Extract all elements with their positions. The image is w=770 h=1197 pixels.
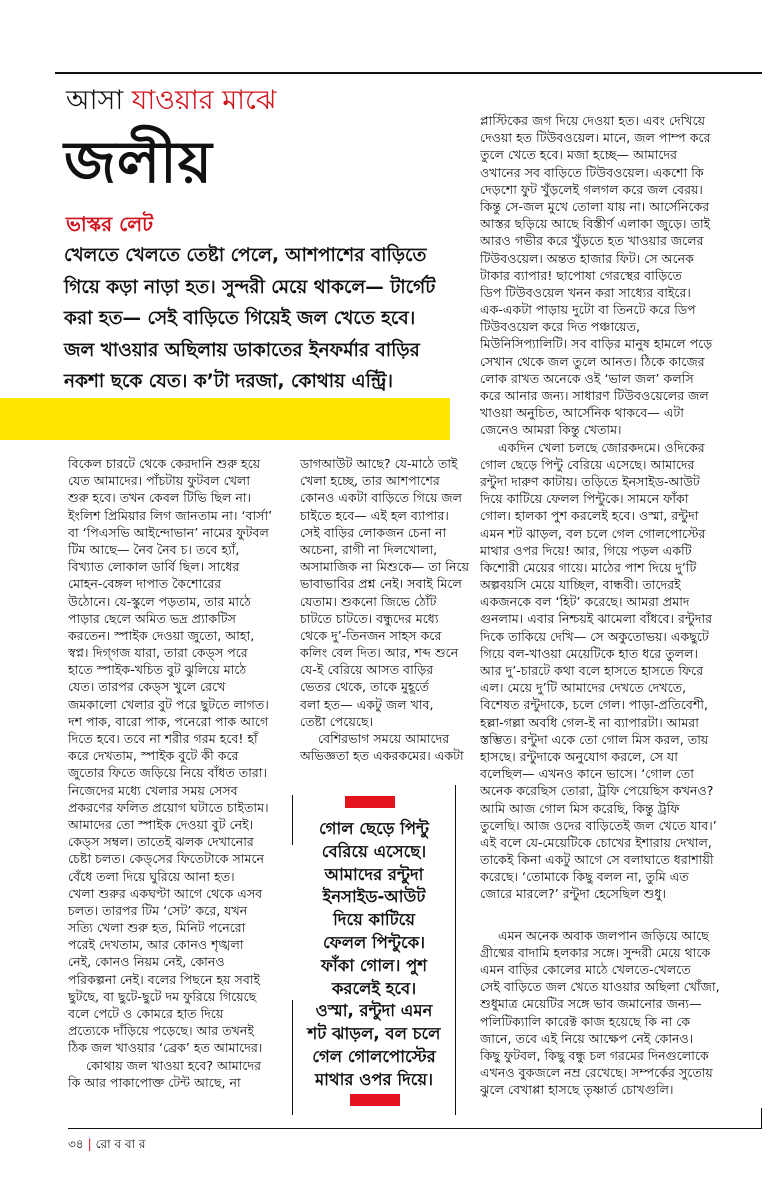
text-line: সেখান থেকে জল তুলে আনত। ঠিকে কাজের: [480, 353, 705, 369]
text-line: গিয়ে বল-খাওয়া মেয়েটিকে হাত ধরে তুলল।: [480, 645, 698, 661]
text-line: গোল ছেড়ে পিন্টু: [318, 819, 430, 838]
text-line: বেরিয়ে এসেছে।: [321, 841, 427, 861]
top-rule: [55, 72, 762, 74]
text-line: প্লাস্টিকের জগ দিয়ে দেওয়া হত। এবং দেখিয়ে: [480, 113, 706, 128]
text-line: ঠিক জল খাওয়ার ‘ব্রেক’ হত আমাদের।: [68, 1040, 263, 1056]
text-line: নিজেদের মধ্যে খেলার সময় সেসব: [68, 782, 238, 798]
text-line: দিকে তাকিয়ে দেখি— সে অকুতোভয়। একছুটে: [480, 628, 709, 644]
text-line: দেড়শো ফুট খুঁড়লেই গলগল করে জল বেরয়।: [480, 181, 703, 197]
text-line: করে দেখতাম, স্পাইক বুটে কী করে: [68, 748, 239, 764]
text-line: গিয়ে কড়া নাড়া হত। সুন্দরী মেয়ে থাকলে— টার্গেট: [64, 276, 436, 298]
text-line: দশ পাক, বারো পাক, পনেরো পাক আগে: [68, 713, 269, 729]
text-line: তুলে খেতে হবে। মজা হচ্ছে— আমাদের: [480, 147, 678, 163]
pull-quote-border-right: [455, 785, 456, 1115]
text-line: গুনলাম। এবার নিশ্চয়ই ঝামেলা বাঁধবে। রন্টুদার: [480, 611, 713, 627]
text-line: এমন শট ঝাড়ল, বল চলে গেল গোলপোস্টের: [480, 525, 706, 541]
footer-separator: |: [87, 1137, 92, 1151]
text-line: বিশেষত রন্টুদাকে, চলে গেল। পাড়া-প্রতিবেশী,: [480, 697, 708, 713]
text-line: অল্পবয়সি মেয়ে যাচ্ছিল, বান্ধবী। তাদেরই: [480, 577, 681, 593]
pull-quote-border-left: [292, 1000, 293, 1115]
paragraph: [480, 439, 756, 903]
text-line: জেনেও আমরা কিন্তু খেতাম।: [480, 422, 622, 438]
text-line: কেড্‌স সম্বল। তাতেই ঝলক দেখানোর: [68, 834, 254, 850]
text-line: ফেলল পিন্টুকে।: [322, 932, 426, 952]
text-line: অসামাজিক না মিশুকে— তা নিয়ে: [300, 559, 469, 575]
bottom-rule: [68, 1128, 762, 1129]
column-1: [68, 455, 284, 1091]
text-line: গেল গোলপোস্টের: [312, 1046, 436, 1066]
text-line: অভিজ্ঞতা হত একরকমের। একটা: [300, 748, 464, 764]
text-line: এমন অনেক অবাক জলপান জড়িয়ে আছে: [498, 927, 709, 943]
paragraph: [68, 455, 284, 1057]
text-line: বলেছিল— এখনও কানে ভাসে। ‘গোল তো: [480, 766, 694, 782]
text-line: হাসছে। রন্টুদাকে অনুযোগ করলে, সে যা: [480, 748, 678, 764]
text-line: ডাগআউট আছে? যে-মাঠে তাই: [300, 456, 458, 471]
text-line: বলে পেটে ও কোমরে হাত দিয়ে: [68, 1006, 224, 1021]
text-line: তাকেই কিনা একটু আগে সে বলাঘাতে ধরাশায়ী: [480, 852, 714, 868]
text-line: জানে, তবে এই নিয়ে আক্ষেপ নেই কোনও।: [480, 1030, 694, 1046]
series-title: [66, 84, 276, 118]
paragraph: [300, 730, 464, 764]
text-line: নকশা ছকে যেত। ক’টা দরজা, কোথায় এন্ট্রি।: [64, 371, 394, 392]
series-title-part2: যাওয়ার মাঝে: [131, 85, 277, 116]
text-line: বলা হত— একটু জল খাব,: [300, 696, 434, 712]
text-line: আরও গভীর করে খুঁড়তে হত খাওয়ার জলের: [480, 233, 704, 249]
text-line: কিন্তু সে-জল মুখে তোলা যায় না। আর্সেনিকের: [480, 198, 710, 214]
paragraph: [68, 1057, 284, 1091]
text-line: করতেন। স্পাইক দেওয়া জুতো, আহা,: [68, 627, 255, 643]
text-line: টাকার ব্যাপার! ছাপোষা গেরস্থের বাড়িতে: [480, 267, 682, 283]
text-line: থেকে দু’-তিনজন সাহস করে: [300, 627, 442, 643]
text-line: ওখানের সব বাড়িতে টিউবওয়েল। একশো কি: [480, 164, 704, 180]
text-line: টিউবওয়েল করে দিত পঞ্চায়েত,: [480, 319, 641, 335]
text-line: এখনও বুকজলে নম্র রেখেছে। সম্পর্কের সুতোয়: [480, 1065, 713, 1081]
text-line: মাথার ওপর দিয়ে।: [314, 1069, 434, 1089]
paragraph: [480, 927, 756, 1099]
text-line: পাড়ার ছেলে অমিত ভদ্র প্র্যাকটিস: [68, 610, 236, 626]
text-line: শট ঝাড়ল, বল চলে: [307, 1024, 441, 1044]
text-line: সেই বাড়ির লোকজন চেনা না: [300, 524, 447, 540]
column-2: [300, 455, 469, 764]
page-number: ৩৪: [68, 1137, 84, 1151]
text-line: জুতোর ফিতে জড়িয়ে নিয়ে বাঁধত তারা।: [68, 765, 267, 781]
text-line: খেলতে খেলতে তেষ্টা পেলে, আশপাশের বাড়িতে: [64, 245, 427, 266]
text-line: আর দু’-চারটে কথা বলে হাসতে হাসতে ফিরে: [480, 663, 704, 678]
text-line: আস্তর ছড়িয়ে আছে বিস্তীর্ণ এলাকা জুড়ে। তাই: [480, 216, 711, 232]
text-line: দিয়ে কাটিয়ে ফেলল পিন্টুকে। সামনে ফাঁকা: [480, 491, 689, 507]
standfirst: [64, 240, 454, 398]
text-line: ছুটছে, বা ছুটে-ছুটে দম ফুরিয়ে গিয়েছে: [68, 988, 257, 1004]
text-line: একদিন খেলা চলছে জোরকদমে। ওদিকের: [498, 439, 705, 455]
yellow-highlight-band: [0, 398, 450, 440]
text-line: এল। মেয়ে দু’টি আমাদের দেখতে দেখতে,: [480, 680, 687, 696]
text-line: ডিপ টিউবওয়েল খনন করা সাধ্যের বাইরে।: [480, 284, 691, 300]
text-line: ভেতর থেকে, তাকে মুহূর্তে: [300, 679, 430, 695]
text-line: তুলেছি। আজ ওদের বাড়িতেই জল খেতে যাব।’: [480, 817, 717, 833]
text-line: পলিটিক্যালি কারেক্ট কাজ হয়েছে কি না কে: [480, 1013, 691, 1029]
text-line: স্তম্ভিত। রন্টুদা একে তো গোল মিস করল, তায়: [480, 731, 709, 747]
text-line: পরেই দেখতাম, আর কোনও শৃঙ্খলা: [68, 937, 244, 953]
pull-quote-border-left: [292, 795, 293, 845]
text-line: কি আর পাকাপোক্ত টেন্ট আছে, না: [68, 1074, 241, 1090]
text-line: একজনকে বল ‘হিট’ করেছে। আমরা প্রমাদ: [480, 594, 690, 610]
text-line: নেই, কোনও নিয়ম নেই, কোনও: [68, 954, 225, 970]
text-line: অচেনা, রাগী না দিলখোলা,: [300, 541, 438, 557]
text-line: টিউবওয়েল। অন্তত হাজার ফিট। সে অনেক: [480, 250, 694, 266]
text-line: চাটতে চাটতে। বন্ধুদের মধ্যে: [300, 610, 439, 626]
text-line: ফাঁকা গোল। পুশ: [320, 955, 428, 975]
text-line: জোরে মারলে?’ রন্টুদা হেসেছিল শুধু।: [480, 886, 666, 902]
text-line: ইনসাইড-আউট: [322, 887, 426, 907]
text-line: জমকালো খেলার বুট পরে ছুটতে লাগত।: [68, 696, 269, 712]
text-line: সত্যি খেলা শুরু হত, মিনিট পনেরো: [68, 920, 246, 936]
text-line: যেত আমাদের। পাঁচটায় ফুটবল খেলা: [68, 473, 251, 489]
series-title-part1: আসা: [66, 85, 124, 116]
text-line: শুরু হবে। তখন কেবল টিভি ছিল না।: [68, 490, 252, 506]
text-line: করেছে। ‘তোমাকে কিছু বলল না, তুমি এত: [480, 869, 689, 885]
text-line: করলেই হবে।: [331, 978, 417, 998]
text-line: দেওয়া হত টিউবওয়েল। মানে, জল পাম্প করে: [480, 130, 711, 146]
text-line: বেঁধে তলা দিয়ে ঘুরিয়ে আনা হত।: [68, 868, 235, 884]
magazine-name: রো ব বা র: [95, 1137, 146, 1151]
article-title: জলীয়: [64, 128, 213, 196]
text-line: এই বলে যে-মেয়েটিকে চোখের ইশারায় দেখাল,: [480, 834, 712, 850]
text-line: প্রকরণের ফলিত প্রয়োগ ঘটাতে চাইতাম।: [68, 799, 269, 815]
text-line: বা ‘পিএসভি আইন্দোভান’ নামের ফুটবল: [68, 524, 269, 540]
right-rule: [761, 1108, 762, 1129]
text-line: অনেক করেছিস তোরা, ট্রফি পেয়েছিস কখনও?: [480, 783, 714, 799]
text-line: সেই বাড়িতে জল খেতে যাওয়ার অছিলা খোঁজা,: [480, 979, 720, 995]
text-line: খাওয়া অনুচিত, আর্সেনিক থাকবে— এটা: [480, 405, 684, 421]
text-line: যেতাম। শুকনো জিভে ঠোঁট: [300, 593, 437, 609]
column-3: [480, 112, 756, 1099]
pull-quote-red-bar-bottom: [350, 1094, 400, 1106]
text-line: মাথার ওপর দিয়ে! আর, গিয়ে পড়ল একটি: [480, 542, 692, 558]
text-line: যেত। তারপর কেড্‌স খুলে রেখে: [68, 679, 226, 695]
page-footer: [68, 1136, 145, 1152]
text-line: হাতে স্পাইক-খচিত বুট ঝুলিয়ে মাঠে: [68, 662, 247, 678]
text-line: কিশোরী মেয়ের গায়ে। মাঠের পাশ দিয়ে দু’টি: [480, 559, 697, 575]
text-line: দিতে হবে। তবে না শরীর গরম হবে! হাঁ: [68, 731, 258, 746]
text-line: দিয়ে কাটিয়ে: [333, 910, 415, 930]
text-line: গোল ছেড়ে পিন্টু বেরিয়ে এসেছে। আমাদের: [480, 456, 695, 472]
text-line: টিম আছে— নৈব নৈব চ। তবে হ্যাঁ,: [68, 541, 240, 557]
text-line: বেশিরভাগ সময়ে আমাদের: [318, 731, 450, 746]
text-line: জল খাওয়ার অছিলায় ডাকাতের ইনফর্মার বাড়ির: [64, 339, 420, 361]
text-line: চেষ্টা চলত। কেড্‌সের ফিতেটাকে সামনে: [68, 851, 265, 867]
text-line: স্বপ্ন। দিগ্‌গজ যারা, তারা কেড্‌স পরে: [68, 645, 248, 661]
author-byline: ভাস্কর লেট: [66, 212, 153, 236]
text-line: পরিকল্পনা নেই। বলের পিছনে হয় সবাই: [68, 971, 261, 987]
text-line: মিউনিসিপ্যালিটি। সব বাড়ির মানুষ হামলে পড়ে: [480, 336, 713, 352]
text-line: ঝুলে বেখাপ্পা হাসছে তৃষ্ণার্ত চোখগুলি।: [480, 1082, 674, 1098]
text-line: চলত। তারপর টিম ‘সেট’ করে, যখন: [68, 902, 248, 918]
text-line: যে-ই বেরিয়ে আসত বাড়ির: [300, 662, 434, 678]
text-line: গ্রীষ্মের বাদামি হলকার সঙ্গে। সুন্দরী মেয়ে থাকে: [480, 944, 711, 960]
text-line: গোল। হালকা পুশ করলেই হবে। ওস্মা, রন্টুদা: [480, 508, 699, 524]
text-line: চাইতে হবে— এই হল ব্যাপার।: [300, 507, 449, 523]
text-line: বিকেল চারটে থেকে কেরদানি শুরু হয়ে: [68, 456, 261, 471]
text-line: এমন বাড়ির কোলের মাঠে খেলতে-খেলতে: [480, 962, 691, 977]
text-line: কিছু ফুটবল, কিছু বন্ধু চল গরমের দিনগুলোকে: [480, 1047, 709, 1063]
text-line: মোহন-বেঙ্গল দাপাত কৈশোরের: [68, 576, 222, 592]
text-line: প্রত্যেকে দাঁড়িয়ে পড়েছে। আর তখনই: [68, 1023, 254, 1039]
text-line: আমাদের তো স্পাইক দেওয়া বুট নেই।: [68, 816, 254, 832]
text-line: ওস্মা, রন্টুদা এমন: [315, 1001, 433, 1021]
text-line: আমি আজ গোল মিস করেছি, কিন্তু ট্রফি: [480, 800, 680, 816]
text-line: এক-একটা পাড়ায় দুটো বা তিনটে করে ডিপ: [480, 302, 696, 318]
text-line: হল্লা-গল্লা অবধি গেল-ই না ব্যাপারটা। আমরা: [480, 714, 699, 730]
pull-quote: [296, 818, 452, 1092]
paragraph: [480, 112, 756, 439]
text-line: ইংলিশ প্রিমিয়ার লিগ জানতাম না। ‘বার্সা’: [68, 507, 273, 523]
text-line: রন্টুদা দারুণ কাটায়। তড়িতে ইনসাইড-আউট: [480, 473, 700, 489]
paragraph: [300, 455, 469, 730]
text-line: উঠোনে। যে-স্কুলে পড়তাম, তার মাঠে: [68, 593, 251, 609]
text-line: লোক রাখত অনেকে ওই ‘ভাল জল’ কলসি: [480, 370, 694, 386]
text-line: বিখ্যাত লোকাল ডার্বি ছিল। সাধের: [68, 559, 240, 575]
pull-quote-red-bar-top: [345, 796, 395, 808]
text-line: কলিং বেল দিত। আর, শব্দ শুনে: [300, 645, 459, 661]
text-line: তেষ্টা পেয়েছে।: [300, 713, 374, 729]
text-line: খেলা শুরুর একঘণ্টা আগে থেকে এসব: [68, 885, 263, 901]
text-line: কোথায় জল খাওয়া হবে? আমাদের: [86, 1057, 262, 1073]
text-line: কোনও একটা বাড়িতে গিয়ে জল: [300, 490, 463, 506]
text-line: ভাবাভাবির প্রশ্ন নেই। সবাই মিলে: [300, 576, 462, 592]
text-line: করা হত— সেই বাড়িতে গিয়েই জল খেতে হবে।: [64, 308, 416, 329]
paragraph-gap: [480, 903, 756, 927]
text-line: খেলা হচ্ছে, তার আশপাশের: [300, 473, 440, 489]
text-line: আমাদের রন্টুদা: [324, 864, 424, 884]
text-line: শুধুমাত্র মেয়েটির সঙ্গে ভাব জমানোর জন্য—: [480, 996, 702, 1012]
text-line: করে আনার জন্য। সাধারণ টিউবওয়েলের জল: [480, 388, 709, 403]
